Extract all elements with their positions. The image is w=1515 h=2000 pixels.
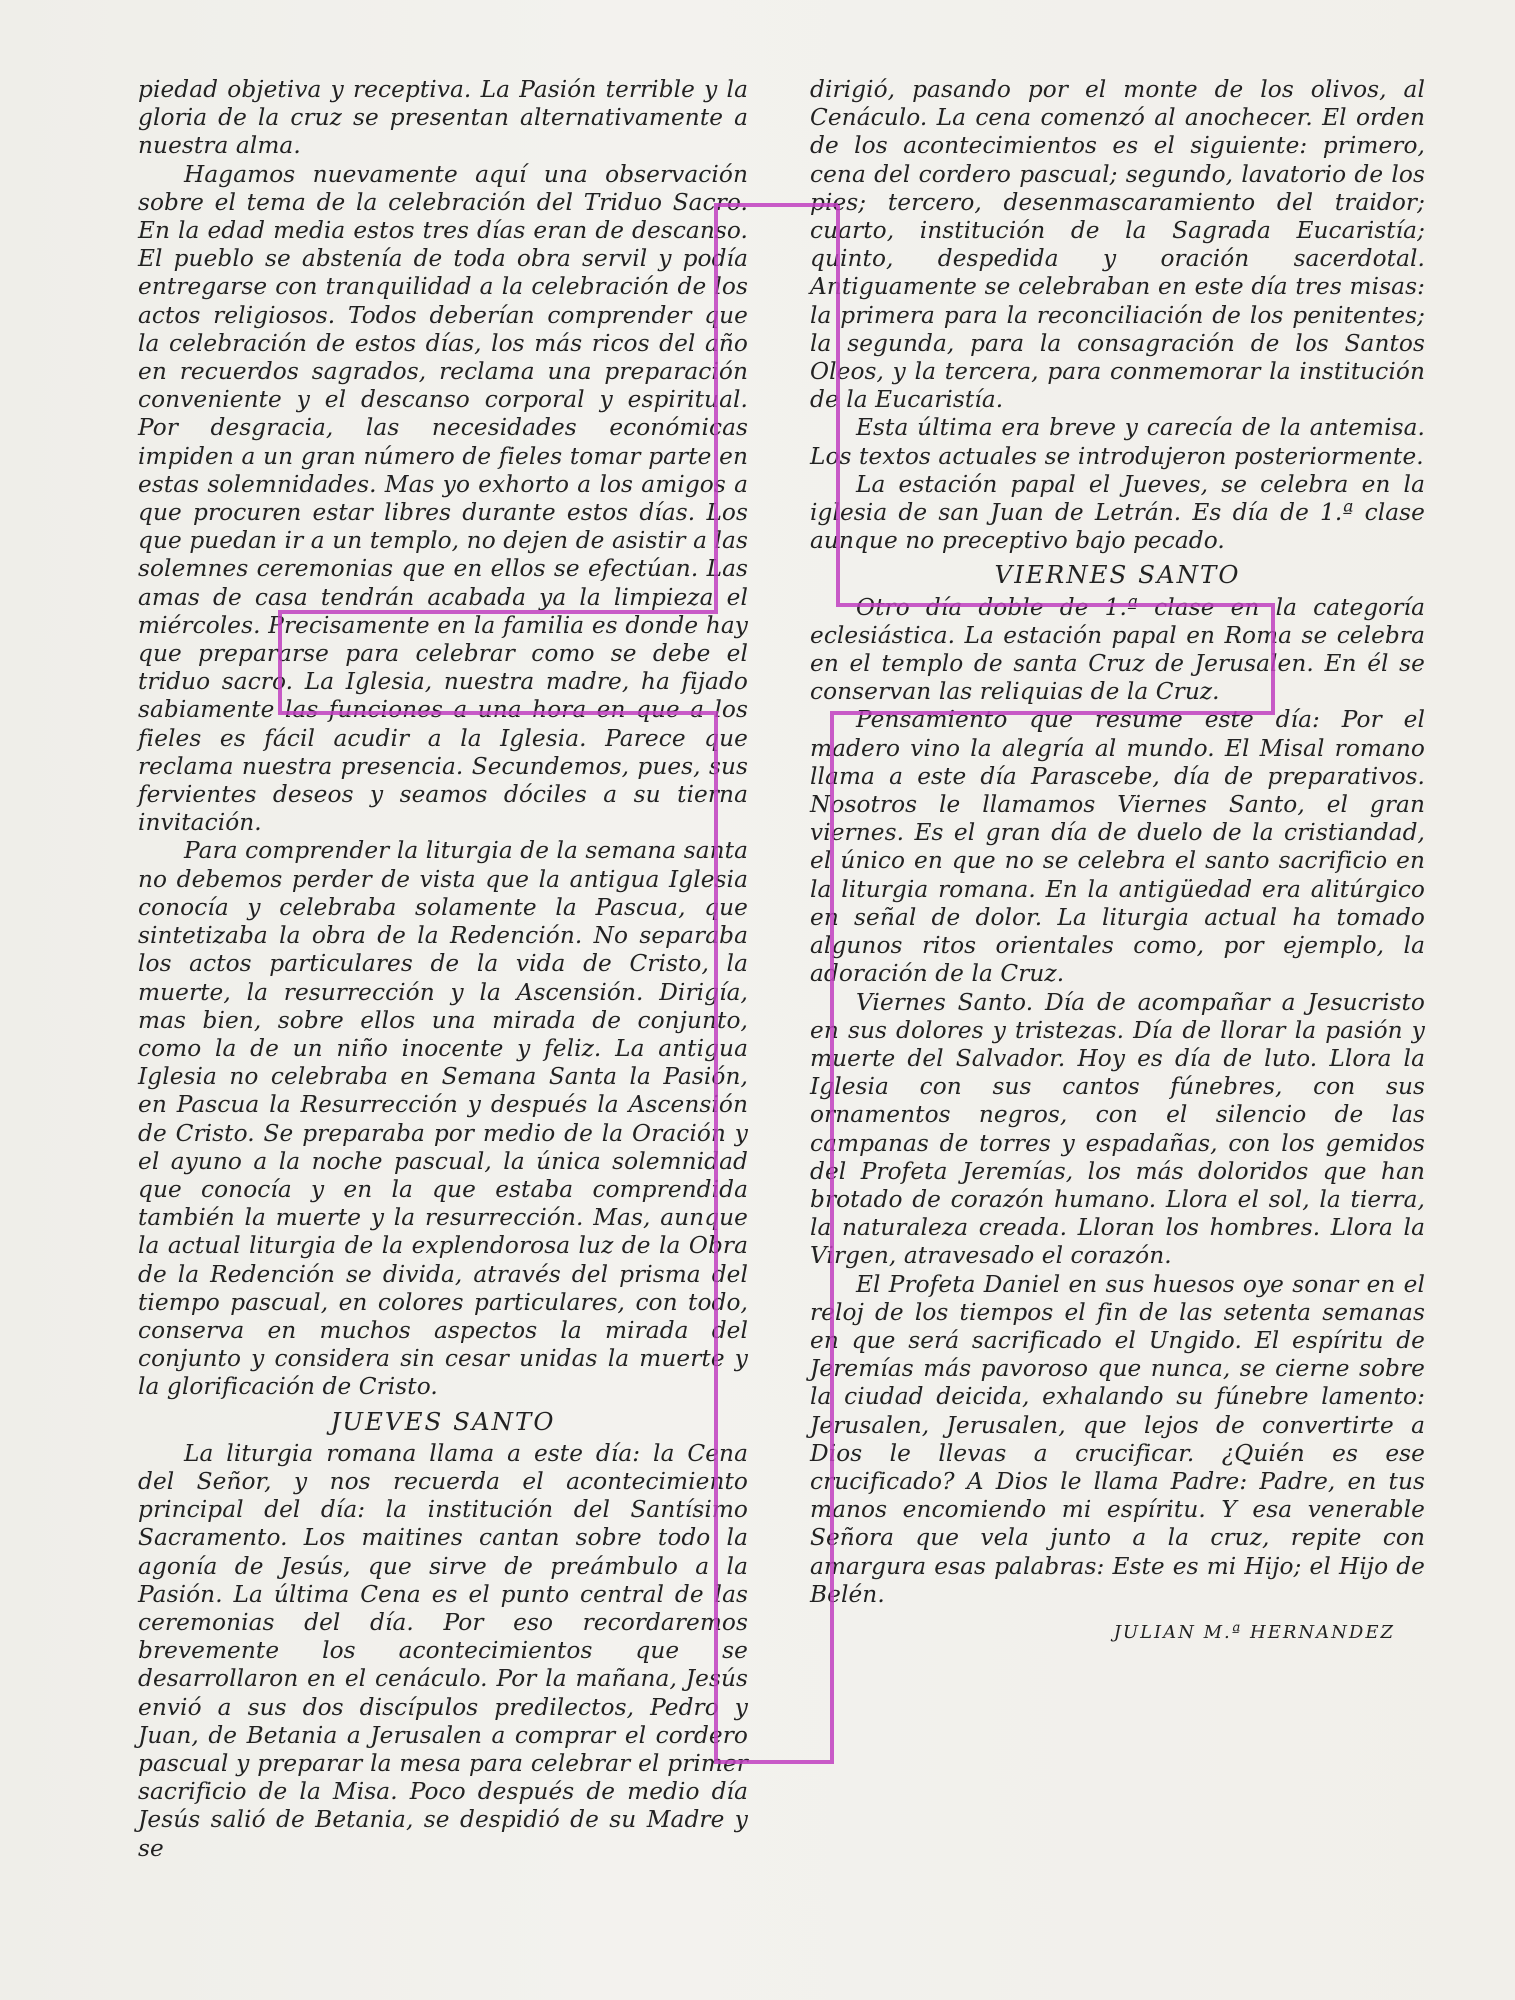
author-signature: JULIAN M.ª HERNANDEZ	[1113, 1621, 1395, 1643]
paragraph: dirigió, pasando por el monte de los olivos, al Cenáculo. La cena comenzó al anochecer. El orden de los acontecimientos es el siguiente: primero, cena del cordero pascual; segundo, lavatorio de los pies; tercero, desenmascaramiento del traidor; cuarto, institución de la Sagrada Eucaristía; quinto, despedida y oración sacerdotal. Antiguamente se celebraban en este día tres misas: la primera para la reconciliación de los penitentes; la segunda, para la consagración de los Santos Oleos, y la tercera, para conmemorar la institución de la Eucaristía.	[810, 76, 1425, 414]
paragraph: El Profeta Daniel en sus huesos oye sonar en el reloj de los tiempos el fin de las setenta semanas en que será sacrificado el Ungido. El espíritu de Jeremías más pavoroso que nunca, se cierne sobre la ciudad deicida, exhalando su fúnebre lamento: Jerusalen, Jerusalen, que lejos de convertirte a Dios le llevas a crucificar. ¿Quién es ese crucificado? A Dios le llama Padre: Padre, en tus manos encomiendo mi espíritu. Y esa venerable Señora que vela junto a la cruz, repite con amargura esas palabras: Este es mi Hijo; el Hijo de Belén.	[810, 1270, 1425, 1608]
paragraph: Otro día doble de 1.ª clase en la categoría eclesiástica. La estación papal en Roma se celebra en el templo de santa Cruz de Jerusalen. En él se conservan las reliquias de la Cruz.	[810, 593, 1425, 706]
paragraph: Hagamos nuevamente aquí una observación sobre el tema de la celebración del Triduo Sacro. En la edad media estos tres días eran de descanso. El pueblo se abstenía de toda obra servil y podía entregarse con tranquilidad a la celebración de los actos religiosos. Todos deberían comprender que la celebración de estos días, los más ricos del año en recuerdos sagrados, reclama una preparación conveniente y el descanso corporal y espiritual. Por desgracia, las necesidades económicas impiden a un gran número de fieles tomar parte en estas solemnidades. Mas yo exhorto a los amigos a que procuren estar libres durante estos días. Los que puedan ir a un templo, no dejen de asistir a las solemnes ceremonias que en ellos se efectúan. Las amas de casa tendrán acabada ya la limpieza el miércoles. Precisamente en la familia es donde hay que prepararse para celebrar como se debe el triduo sacro. La Iglesia, nuestra madre, ha fijado sabiamente las funciones a una hora en que a los fieles es fácil acudir a la Iglesia. Parece que reclama nuestra presencia. Secundemos, pues, sus fervientes deseos y seamos dóciles a su tierna invitación.	[138, 160, 748, 837]
paragraph: piedad objetiva y receptiva. La Pasión terrible y la gloria de la cruz se presentan alternativamente a nuestra alma.	[138, 76, 748, 160]
left-column	[138, 76, 748, 1863]
paragraph: Para comprender la liturgia de la semana santa no debemos perder de vista que la antigua Iglesia conocía y celebraba solamente la Pascua, que sintetizaba la obra de la Redención. No separaba los actos particulares de la vida de Cristo, la muerte, la resurrección y la Ascensión. Dirigía, mas bien, sobre ellos una mirada de conjunto, como la de un niño inocente y feliz. La antigua Iglesia no celebraba en Semana Santa la Pasión, en Pascua la Resurrección y después la Ascensión de Cristo. Se preparaba por medio de la Oración y el ayuno a la noche pascual, la única solemnidad que conocía y en la que estaba comprendida también la muerte y la resurrección. Mas, aunque la actual liturgia de la explendorosa luz de la Obra de la Redención se divida, através del prisma del tiempo pascual, en colores particulares, con todo, conserva en muchos aspectos la mirada del conjunto y considera sin cesar unidas la muerte y la glorificación de Cristo.	[138, 837, 748, 1401]
section-heading: JUEVES SANTO	[330, 1406, 556, 1436]
paragraph: Esta última era breve y carecía de la antemisa. Los textos actuales se introdujeron posteriormente.	[810, 414, 1425, 470]
paragraph: Viernes Santo. Día de acompañar a Jesucristo en sus dolores y tristezas. Día de llorar la pasión y muerte del Salvador. Hoy es día de luto. Llora la Iglesia con sus cantos fúnebres, con sus ornamentos negros, con el silencio de las campanas de torres y espadañas, con los gemidos del Profeta Jeremías, los más doloridos que han brotado de corazón humano. Llora el sol, la tierra, la naturaleza creada. Lloran los hombres. Llora la Virgen, atravesado el corazón.	[810, 988, 1425, 1270]
section-heading: VIERNES SANTO	[994, 560, 1241, 590]
paragraph: Pensamiento que resume este día: Por el madero vino la alegría al mundo. El Misal romano llama a este día Parascebe, día de preparativos. Nosotros le llamamos Viernes Santo, el gran viernes. Es el gran día de duelo de la cristiandad, el único en que no se celebra el santo sacrificio en la liturgia romana. En la antigüedad era alitúrgico en señal de dolor. La liturgia actual ha tomado algunos ritos orientales como, por ejemplo, la adoración de la Cruz.	[810, 706, 1425, 988]
right-column	[810, 76, 1425, 1647]
paragraph: La estación papal el Jueves, se celebra en la iglesia de san Juan de Letrán. Es día de 1.ª clase aunque no preceptivo bajo pecado.	[810, 470, 1425, 555]
paragraph: La liturgia romana llama a este día: la Cena del Señor, y nos recuerda el acontecimiento principal del día: la institución del Santísimo Sacramento. Los maitines cantan sobre todo la agonía de Jesús, que sirve de preámbulo a la Pasión. La última Cena es el punto central de las ceremonias del día. Por eso recordaremos brevemente los acontecimientos que se desarrollaron en el cenáculo. Por la mañana, Jesús envió a sus dos discípulos predilectos, Pedro y Juan, de Betania a Jerusalen a comprar el cordero pascual y preparar la mesa para celebrar el primer sacrificio de la Misa. Poco después de medio día Jesús salió de Betania, se despidió de su Madre y se	[138, 1439, 748, 1862]
